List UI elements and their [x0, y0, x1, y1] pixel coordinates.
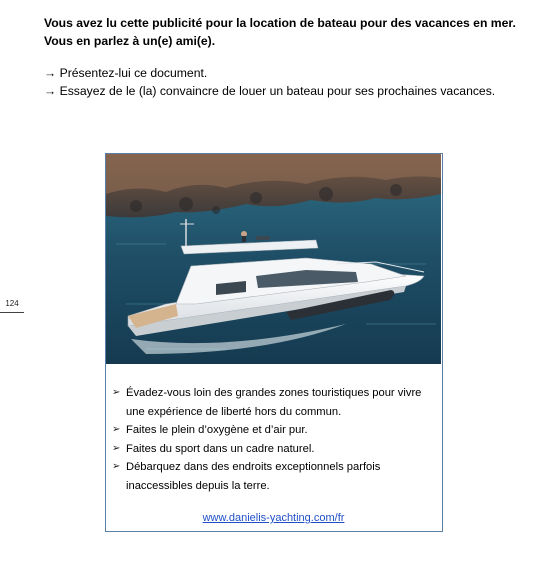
list-item: [112, 421, 437, 440]
instruction-task-1: → Présentez-lui ce document.: [44, 66, 208, 80]
yacht-photo: [106, 154, 441, 364]
bullet-text: Faites du sport dans un cadre naturel.: [126, 442, 315, 455]
list-item: [112, 384, 437, 421]
bullet-text-cont: une expérience de liberté hors du commun.: [126, 405, 342, 418]
bullet-text: Évadez-vous loin des grandes zones touristiques pour vivre: [126, 387, 422, 399]
arrow-bullet-icon: ➢: [112, 442, 121, 454]
instructions: [44, 14, 524, 100]
benefits-list: [112, 384, 437, 496]
arrow-bullet-icon: ➢: [112, 461, 121, 473]
page-number-rule: [0, 312, 24, 313]
list-item: [112, 458, 437, 495]
page-number: 124: [5, 299, 19, 308]
bullet-text: Faites le plein d’oxygène et d’air pur.: [126, 424, 308, 437]
bullet-text: Débarquez dans des endroits exceptionnels parfois: [126, 461, 381, 474]
arrow-bullet-icon: ➢: [112, 387, 121, 398]
list-item: [112, 440, 437, 459]
instruction-title-line2: Vous en parlez à un(e) ami(e).: [44, 34, 216, 48]
instruction-task-2: → Essayez de le (la) convaincre de louer un bateau pour ses prochaines vacances.: [44, 84, 496, 98]
ad-card: [105, 153, 443, 532]
arrow-bullet-icon: ➢: [112, 424, 121, 436]
website-link[interactable]: www.danielis-yachting.com/fr: [202, 512, 345, 524]
bullet-text-cont: inaccessibles depuis la terre.: [126, 479, 270, 492]
instruction-title-line1: Vous avez lu cette publicité pour la location de bateau pour des vacances en mer.: [44, 16, 516, 30]
